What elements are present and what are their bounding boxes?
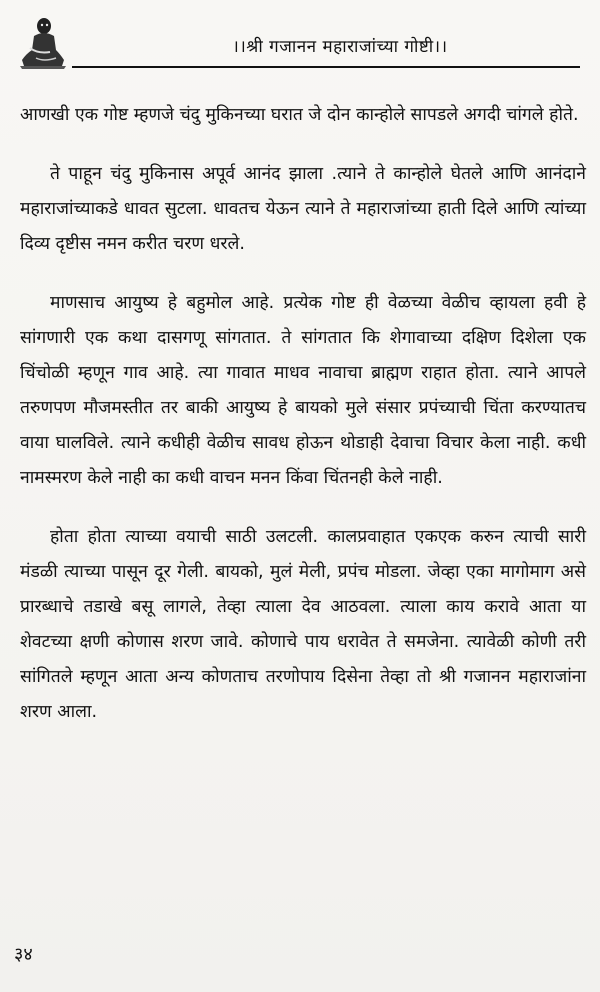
book-title: ।।श्री गजानन महाराजांच्या गोष्टी।।	[232, 37, 448, 57]
paragraph-4: होता होता त्याच्या वयाची साठी उलटली. कालप्रवाहात एकएक करुन त्याची सारी मंडळी त्याच्या पासून दूर गेली. बायको, मुलं मेली, प्रपंच मोडला. जेव्हा एका मागोमाग असे प्रारब्धाचे तडाखे बसू लागले, तेव्हा त्याला देव आठवला. त्याला काय करावे आता या शेवटच्या क्षणी कोणास शरण जावे. कोणाचे पाय धरावेत ते समजेना. त्यावेळी कोणी तरी सांगितले म्हणून आता अन्य कोणताच तरणोपाय दिसेना तेव्हा तो श्री गजानन महाराजांना शरण आला.	[20, 527, 586, 722]
seated-saint-icon	[16, 14, 68, 70]
page-number: ३४	[14, 944, 33, 965]
paragraph-1: आणखी एक गोष्ट म्हणजे चंदु मुकिनच्या घरात जे दोन कान्होले सापडले अगदी चांगले होते.	[20, 105, 579, 125]
paragraph-2: ते पाहून चंदु मुकिनास अपूर्व आनंद झाला .त्याने ते कान्होले घेतले आणि आनंदाने महाराजांच्याकडे धावत सुटला. धावतच येऊन त्याने ते महाराजांच्या हाती दिले आणि त्यांच्या दिव्य दृष्टीस नमन करीत चरण धरले.	[20, 164, 586, 254]
paragraph-3: माणसाच आयुष्य हे बहुमोल आहे. प्रत्येक गोष्ट ही वेळच्या वेळीच व्हायला हवी हे सांगणारी एक कथा दासगणू सांगतात. ते सांगतात कि शेगावाच्या दक्षिण दिशेला एक चिंचोळी म्हणून गाव आहे. त्या गावात माधव नावाचा ब्राह्मण राहात होता. त्याने आपले तरुणपण मौजमस्तीत तर बाकी आयुष्य हे बायको मुले संसार प्रपंच्याची चिंता करण्यातच वाया घालविले. त्याने कधीही वेळीच सावध होऊन थोडाही देवाचा विचार केला नाही. कधी नामस्मरण केले नाही का कधी वाचन मनन किंवा चिंतनही केले नाही.	[20, 293, 586, 488]
header-divider	[72, 66, 580, 68]
page-header	[10, 8, 590, 78]
page-body	[20, 98, 586, 730]
